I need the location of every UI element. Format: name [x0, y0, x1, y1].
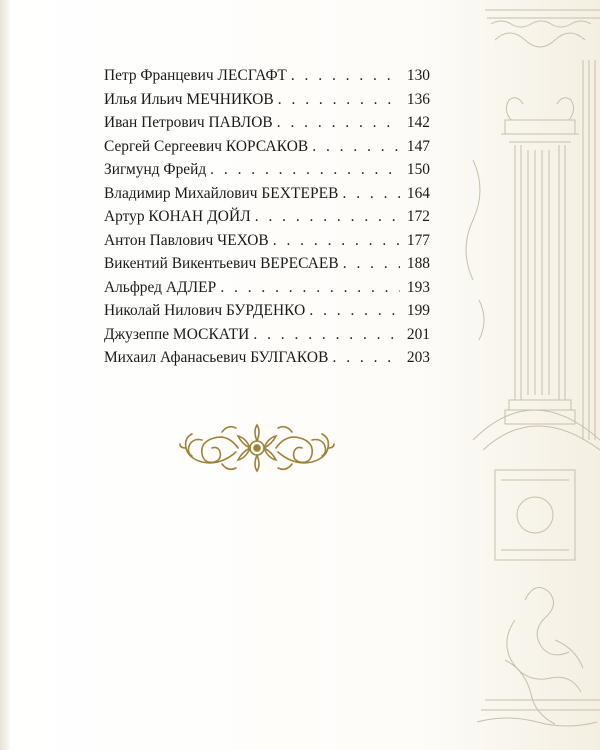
toc-surname: БЕХТЕРЕВ	[261, 184, 339, 202]
dot-leader	[312, 135, 400, 159]
toc-entry	[104, 252, 430, 276]
toc-page-number: 203	[406, 349, 430, 366]
toc-surname: МОСКАТИ	[172, 325, 250, 343]
toc-page-number: 142	[406, 114, 430, 131]
toc-entry-name	[104, 229, 269, 253]
toc-surname: ВЕРЕСАЕВ	[260, 255, 339, 272]
dot-leader	[278, 88, 400, 112]
table-of-contents	[104, 64, 430, 370]
toc-surname: ЧЕХОВ	[217, 231, 269, 249]
toc-surname: АДЛЕР	[165, 278, 217, 296]
toc-given-name: Николай Нилович	[104, 302, 223, 319]
toc-entry	[104, 111, 430, 135]
dot-leader	[277, 111, 400, 135]
toc-page-number: 150	[406, 161, 430, 178]
toc-entry	[104, 88, 430, 112]
dot-leader	[210, 158, 400, 182]
toc-given-name: Сергей Сергеевич	[104, 137, 222, 155]
toc-page-number: 199	[406, 302, 430, 319]
toc-page-number: 193	[406, 278, 430, 296]
toc-entry-name	[104, 346, 329, 370]
toc-given-name: Михаил Афанасьевич	[104, 349, 247, 366]
toc-entry	[104, 299, 430, 323]
toc-surname: КОНАН ДОЙЛ	[148, 208, 251, 225]
toc-entry-name	[104, 205, 251, 229]
toc-entry-name	[104, 182, 339, 206]
toc-surname: БУЛГАКОВ	[250, 349, 329, 366]
toc-entry-name	[104, 299, 305, 323]
dot-leader	[343, 252, 400, 276]
toc-given-name: Владимир Михайлович	[104, 184, 258, 202]
toc-given-name: Артур	[104, 208, 145, 225]
toc-given-name: Илья Ильич	[104, 90, 183, 108]
toc-page-number: 172	[406, 208, 430, 225]
toc-entry	[104, 229, 430, 253]
dot-leader	[309, 299, 400, 323]
toc-entry-name	[104, 276, 216, 300]
toc-page-number: 164	[406, 184, 430, 202]
toc-given-name: Антон Павлович	[104, 231, 214, 249]
toc-surname: КОРСАКОВ	[225, 137, 309, 155]
toc-entry-name	[104, 88, 274, 112]
toc-entry	[104, 276, 430, 300]
toc-entry	[104, 135, 430, 159]
toc-page-number: 188	[406, 255, 430, 272]
toc-entry	[104, 158, 430, 182]
dot-leader	[343, 182, 400, 206]
toc-given-name: Джузеппе	[104, 325, 170, 343]
toc-given-name: Иван Петрович	[104, 114, 205, 131]
toc-entry	[104, 182, 430, 206]
architectural-engraving-icon	[465, 0, 600, 750]
toc-entry-name	[104, 111, 273, 135]
toc-entry	[104, 64, 430, 88]
toc-entry-name	[104, 252, 339, 276]
toc-entry-name	[104, 158, 206, 182]
dot-leader	[255, 205, 400, 229]
toc-given-name: Зигмунд Фрейд	[104, 161, 207, 178]
toc-surname: ПАВЛОВ	[208, 114, 273, 131]
toc-surname: МЕЧНИКОВ	[186, 90, 274, 108]
toc-surname: БУРДЕНКО	[225, 302, 306, 319]
toc-entry-name	[104, 323, 249, 347]
toc-given-name: Петр Францевич	[104, 67, 214, 84]
toc-page-number: 201	[406, 325, 430, 343]
toc-entry	[104, 205, 430, 229]
toc-page-number: 177	[406, 231, 430, 249]
toc-surname: ЛЕСГАФТ	[217, 67, 287, 84]
toc-entry	[104, 346, 430, 370]
toc-given-name: Альфред	[104, 278, 162, 296]
page-edge	[0, 0, 10, 750]
toc-given-name: Викентий Викентьевич	[104, 255, 257, 272]
toc-page-number: 130	[406, 67, 430, 84]
toc-entry	[104, 323, 430, 347]
dot-leader	[253, 323, 400, 347]
dot-leader	[291, 64, 400, 88]
dot-leader	[333, 346, 401, 370]
toc-page-number: 147	[406, 137, 430, 155]
toc-entry-name	[104, 64, 287, 88]
toc-entry-name	[104, 135, 308, 159]
dot-leader	[220, 276, 400, 300]
baroque-scroll-ornament-icon	[178, 420, 336, 476]
toc-page-number: 136	[406, 90, 430, 108]
dot-leader	[273, 229, 400, 253]
